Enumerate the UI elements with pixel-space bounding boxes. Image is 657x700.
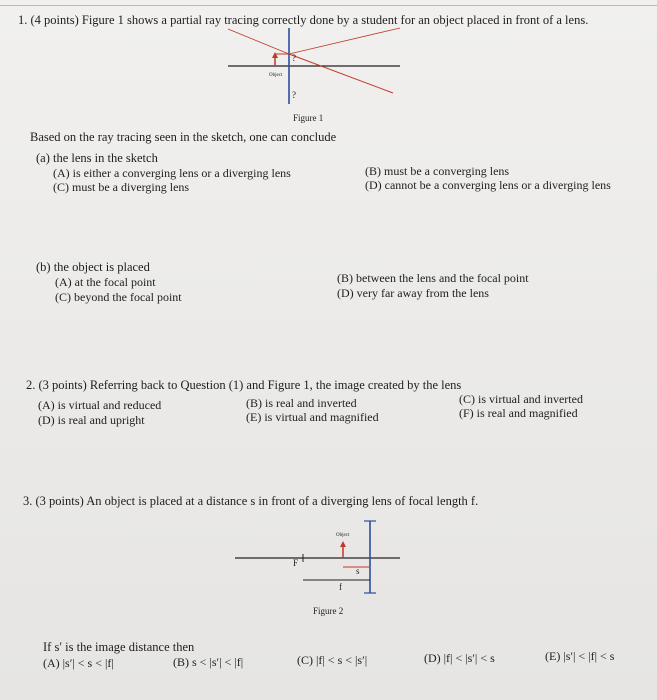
q1a-option-d[interactable]: (D) cannot be a converging lens or a diverging lens [365, 178, 611, 192]
q1a-option-b[interactable]: (B) must be a converging lens [365, 164, 510, 178]
q3-text: 3. (3 points) An object is placed at a distance s in front of a diverging lens of focal length f. [23, 494, 479, 508]
fig1-object-label: Object [269, 73, 283, 78]
fig2-caption: Figure 2 [313, 606, 344, 616]
q1-text: 1. (4 points) Figure 1 shows a partial ray tracing correctly done by a student for an object placed in front of a lens. [18, 13, 589, 27]
fig2-F-label: F [293, 558, 299, 568]
q2-option-d[interactable]: (D) is real and upright [38, 413, 145, 427]
q2-option-b[interactable]: (B) is real and inverted [246, 396, 357, 410]
q1a-label: (a) the lens in the sketch [36, 151, 158, 165]
q3-option-c[interactable]: (C) |f| < s < |s′| [297, 653, 368, 667]
fig1-caption: Figure 1 [293, 113, 324, 123]
q2-option-e[interactable]: (E) is virtual and magnified [246, 410, 379, 424]
q1a-option-c[interactable]: (C) must be a diverging lens [53, 180, 190, 194]
q1a-option-a[interactable]: (A) is either a converging lens or a diverging lens [53, 166, 291, 180]
fig1-unknown-bottom: ? [292, 90, 296, 100]
q1b-label: (b) the object is placed [36, 260, 150, 274]
q1b-option-b[interactable]: (B) between the lens and the focal point [337, 271, 529, 285]
q1-stem: Based on the ray tracing seen in the sketch, one can conclude [30, 130, 337, 144]
q2-text: 2. (3 points) Referring back to Question (1) and Figure 1, the image created by the lens [26, 378, 462, 392]
q2-option-c[interactable]: (C) is virtual and inverted [459, 392, 583, 406]
q3-stem: If s′ is the image distance then [43, 640, 195, 654]
q1b-option-a[interactable]: (A) at the focal point [55, 275, 156, 289]
fig2-object-label: Object [336, 533, 350, 538]
q2-option-a[interactable]: (A) is virtual and reduced [38, 398, 162, 412]
fig2-object-arrowhead [340, 541, 346, 547]
fig2-f-label: f [339, 582, 342, 592]
q1b-option-d[interactable]: (D) very far away from the lens [337, 286, 489, 300]
fig1-unknown-top: ? [292, 53, 296, 63]
q1b-option-c[interactable]: (C) beyond the focal point [55, 290, 182, 304]
q3-option-d[interactable]: (D) |f| < |s′| < s [424, 651, 495, 665]
fig2-s-label: s [356, 566, 360, 576]
q3-option-b[interactable]: (B) s < |s′| < |f| [173, 655, 244, 669]
q3-option-e[interactable]: (E) |s′| < |f| < s [545, 649, 615, 663]
q2-option-f[interactable]: (F) is real and magnified [459, 406, 578, 420]
q3-option-a[interactable]: (A) |s′| < s < |f| [43, 656, 114, 670]
